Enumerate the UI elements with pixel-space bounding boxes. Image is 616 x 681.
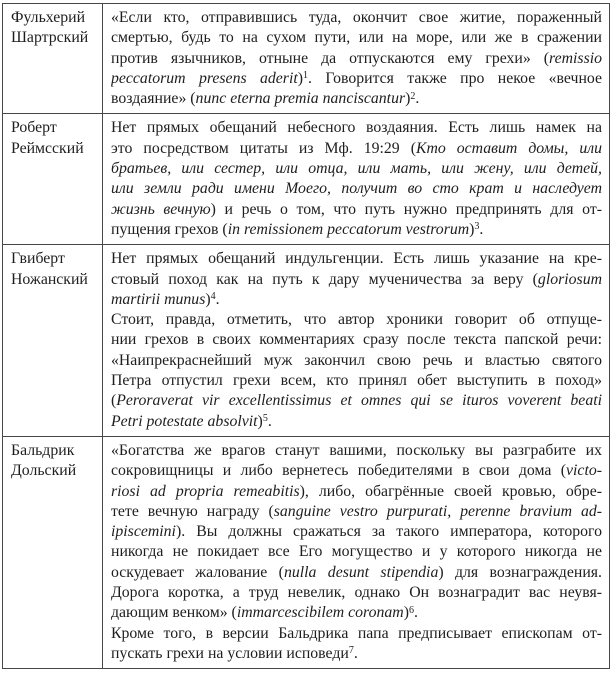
italic-text-segment: immarcescibilem coronam (236, 604, 404, 622)
italic-text-segment: gloriosum (537, 270, 602, 288)
text-segment: «Наипрекраснейший муж закончил свою речь и властью святого (111, 351, 602, 369)
text-segment: это посредством цитаты из Мф. 19:29 ( (111, 139, 416, 157)
text-line (111, 391, 602, 411)
text-line (111, 583, 602, 603)
italic-text-segment: in remissionem peccatorum vestrorum (227, 220, 470, 238)
text-line (111, 522, 602, 542)
text-line (111, 69, 602, 89)
text-segment: ). Вы должны сражаться за такого императора, которого (175, 523, 602, 541)
text-line (111, 200, 602, 220)
content-cell (103, 437, 609, 668)
italic-text-segment: Peroraverat vir excellentissimus et omnes qui se ituros voverent beati (116, 392, 602, 410)
text-line (111, 179, 602, 199)
text-line (111, 502, 602, 522)
text-line (111, 542, 602, 562)
text-segment: . (353, 644, 358, 662)
author-name-line: Фульхерий (11, 9, 86, 26)
text-line (111, 49, 602, 69)
text-segment: «Богатства же врагов станут вашими, поскольку вы разграбите их (111, 441, 602, 459)
footnote-marker: 5 (262, 413, 268, 425)
content-cell (103, 245, 609, 436)
text-line (111, 563, 602, 583)
text-line (111, 441, 602, 461)
text-line (111, 139, 602, 159)
footnote-marker: 3 (474, 221, 480, 233)
italic-text-segment: sanguine vestro purpurati, perenne bravium ad- (273, 502, 602, 520)
text-line (111, 412, 602, 432)
text-line (111, 89, 602, 109)
text-segment: смертью, будь то на сухом пути, или на море, или же в сражении (111, 29, 602, 47)
footnote-marker: 4 (210, 291, 216, 303)
text-segment: Нет прямых обещаний индульгенции. Есть лишь указание на кре- (111, 250, 602, 268)
text-segment: . Говорится также про некое «вечное (308, 69, 602, 87)
author-name-line: Реймсский (11, 139, 84, 157)
text-segment: тете вечную награду ( (111, 502, 274, 520)
text-segment: ( (111, 392, 117, 410)
author-name-line: Гвиберт (11, 250, 65, 268)
text-line (111, 310, 602, 330)
italic-text-segment: Petri potestate absolvit (111, 412, 258, 430)
text-segment: Кроме того, в версии Бальдрика папа предписывает епископам от- (111, 624, 602, 642)
table-row (3, 244, 609, 436)
text-segment: против язычников, отныне да отпускаются ему грехи» ( (111, 49, 550, 67)
text-segment: Нет прямых обещаний небесного воздаяния. Есть лишь намек на (111, 119, 602, 137)
text-segment: пускать грехи на условии исповеди (111, 644, 349, 662)
author-name-line: Бальдрик (11, 441, 75, 459)
table-row (3, 4, 609, 113)
text-line (111, 270, 602, 290)
text-segment: ) для вознаграждения. (438, 563, 602, 581)
author-name-line: Дольский (11, 462, 77, 480)
content-cell (103, 4, 609, 113)
text-segment: Дорога коротка, а труд невелик, однако Он вознаградит вас неувя- (111, 584, 602, 602)
footnote-marker: 7 (348, 645, 354, 657)
text-line (111, 644, 602, 664)
table-row (3, 436, 609, 668)
text-segment: никогда не покидает все Его могущество и у которого никогда не (111, 543, 602, 561)
text-segment: ) (403, 604, 409, 622)
footnote-marker: 2 (410, 90, 416, 102)
text-segment: Стоит, правда, отметить, что автор хроники говорит об отпуще- (111, 311, 602, 329)
text-segment: ) и речь о том, что путь нужно предпринять для от- (210, 200, 602, 218)
text-line (111, 482, 602, 502)
text-segment: нии грехов в своих комментариях сразу после текста папской речи: (111, 331, 602, 349)
text-segment: стовый поход как на путь к дару мученичества за веру ( (111, 270, 538, 288)
text-line (111, 290, 602, 310)
text-line (111, 8, 602, 28)
text-line (111, 159, 602, 179)
author-cell (3, 4, 103, 113)
italic-text-segment: remissio (549, 49, 602, 67)
text-segment: ) (205, 290, 211, 308)
italic-text-segment: riosi ad propria remeabitis (111, 482, 300, 500)
author-name-line: Роберт (11, 119, 57, 137)
text-line (111, 249, 602, 269)
italic-text-segment: victo- (566, 462, 602, 480)
text-segment: ), либо, обагрённые своей кровью, обре- (299, 482, 602, 500)
footnote-marker: 6 (408, 604, 414, 616)
italic-text-segment: братьев, или сестер, или отца, или мать, или жену, или детей, (111, 160, 602, 178)
author-cell (3, 437, 103, 668)
text-segment: . (215, 290, 220, 308)
text-segment: ) (297, 69, 303, 87)
text-segment: воздаяние» ( (111, 90, 196, 108)
italic-text-segment: peccatorum presens aderit (111, 69, 298, 87)
text-line (111, 351, 602, 371)
italic-text-segment: nunc eterna premia nanciscantur (195, 90, 406, 108)
author-name-line: Ножанский (11, 270, 88, 288)
table-row (3, 113, 609, 244)
text-segment: пущения грехов ( (111, 220, 228, 238)
content-cell (103, 114, 609, 244)
text-segment: сокровищницы и либо вернетесь победителями в свои дома ( (111, 462, 567, 480)
text-line (111, 118, 602, 138)
italic-text-segment: martirii munus (111, 290, 206, 308)
italic-text-segment: Кто оставит домы, или (415, 139, 602, 157)
text-segment: «Если кто, отправившись туда, окончит свое житие, пораженный (111, 9, 602, 26)
text-segment: ) (469, 220, 475, 238)
author-cell (3, 114, 103, 244)
text-segment: . (479, 220, 484, 238)
text-line (111, 220, 602, 240)
italic-text-segment: или земли ради имени Моего, получит во сто крат и наследует (111, 180, 602, 198)
footnote-marker: 1 (303, 70, 308, 82)
text-line (111, 371, 602, 391)
italic-text-segment: жизнь вечную (111, 200, 211, 218)
chronicler-indulgence-table (2, 3, 610, 669)
text-segment: дающим венком» ( (111, 604, 237, 622)
text-line (111, 461, 602, 481)
text-segment: Петра отпустил грехи всем, кто принял обет выступить в поход» (111, 372, 602, 390)
author-name-line: Шартрский (11, 29, 89, 47)
text-line (111, 603, 602, 623)
text-segment: . (267, 412, 272, 430)
text-segment: оскудевает жалование ( (111, 563, 284, 581)
text-segment: ) (405, 90, 411, 108)
author-cell (3, 245, 103, 436)
text-line (111, 28, 602, 48)
italic-text-segment: nulla desunt stipendia (283, 563, 439, 581)
text-line (111, 624, 602, 644)
text-line (111, 330, 602, 350)
text-segment: . (413, 604, 418, 622)
italic-text-segment: ipiscemini (111, 523, 176, 541)
text-segment: . (415, 90, 420, 108)
text-segment: ) (257, 412, 263, 430)
